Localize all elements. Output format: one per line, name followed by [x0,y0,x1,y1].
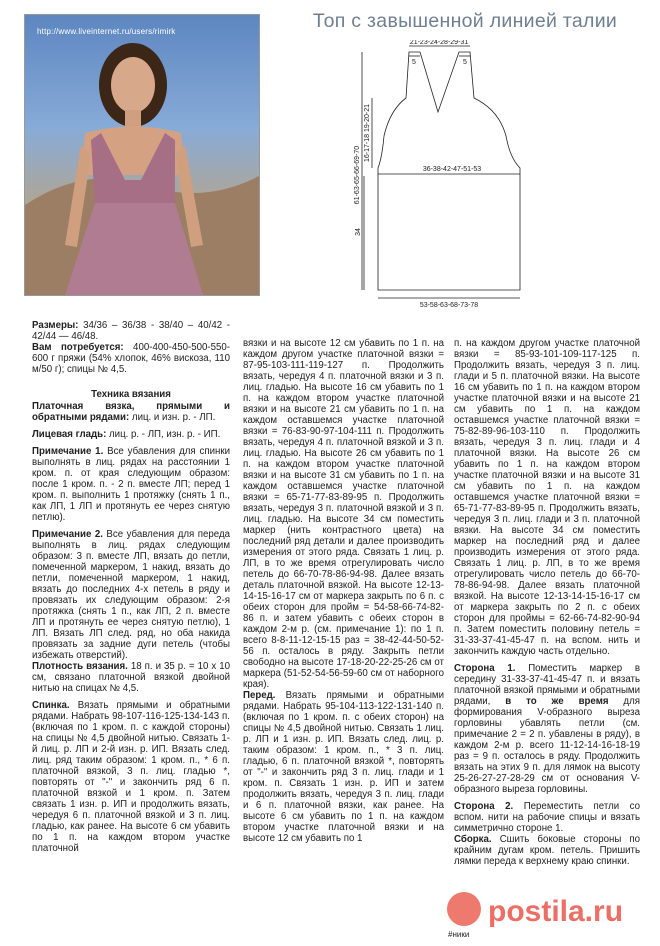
strap-left-label: 5 [412,59,416,66]
watermark-small: #ники [448,930,470,939]
top-width-label: 21-23-24-28-29-31 [409,40,469,46]
lower-height-label: 34 [355,228,362,236]
model-photo [24,14,260,296]
assembly-paragraph: Сборка. Сшить боковые стороны по крайним дугам кром. петель. Пришить лямки переда к верхнему краю спинки. [454,834,640,867]
back-paragraph: Спинка. Вязать прямыми и обратными рядами. Набрать 98-107-116-125-134-143 п. (включая по 1 кром. п. с каждой стороны) на спицы № 4,5 двойной нитью. Связать 1-й лиц. р. ЛП и 2-й изн. р. ИП. Вязать след. лиц. ряд таким образом: 1 кром. п., * 6 п. платочной вязкой, 3 п. лиц. гладью *, повторять от "-" и закончить ряд 6 п. платочной вязкой и 1 кром. п. Затем связать 1 изн. р. ИП и продолжить вязать, чередуя 6 п. платочной вязкой и 3 п. лиц. гладью, как ранее. На высоте 6 см убавить по 1 п. на каждом втором участке платочной [32,700,230,854]
model-illustration [25,15,260,296]
text-column-3 [454,338,640,867]
total-height-label: 61-63-65-66-69-70 [354,145,361,205]
text-column-2 [243,338,444,844]
sizes-paragraph: Размеры: 34/36 – 36/38 - 38/40 – 40/42 - 42/44 — 46/48. [32,320,230,342]
postila-watermark [442,883,656,941]
gauge-paragraph: Плотность вязания. 18 п. и 35 р. = 10 х 10 см, связано платочной вязкой двойной нитью на спицах № 4,5. [32,661,230,694]
note-1-paragraph: Примечание 1. Все убавления для спинки выполнять в лиц. рядах на расстоянии 1 кром. п. от края следующим образом: после 1 кром. п. - 2 п. вместе ЛП; перед 1 кром. п. выполнить 1 протяжку (снять 1 п., как ЛП, 1 ЛП и протянуть ее через снятую петлю). [32,446,230,523]
armhole-label: 16-17-18 19-20-21 [364,104,371,162]
note-2-paragraph: Примечание 2. Все убавления для переда выполнять в лиц. рядах следующим образом: 3 п. вместе ЛП, вязать до петли, помеченной маркером, 1 накид, вязать до петли, помеченной маркером, 1 накид, вязать до последних 4-х петель в ряду и провязать их следующим образом: 2-я протяжка (снять 1 п., как ЛП, 2 п. вместе ЛП и протянуть ее через снятую петлю), 1 ЛП. Вязать ЛП след. ряд, но оба накида провязать за задние дуги петель (чтобы избежать отверстий). [32,529,230,661]
garter-stitch-paragraph: Платочная вязка, прямыми и обратными рядами: лиц. и изн. р. - ЛП. [32,401,230,423]
side-2-paragraph: Сторона 2. Переместить петли со вспом. нити на рабочие спицы и вязать симметрично стороне 1. [454,801,640,834]
bust-label: 36-38-42-47-51-53 [422,166,482,173]
pattern-diagram [334,40,654,310]
page-title: Топ с завышенной линией талии [312,10,618,32]
source-url[interactable]: http://www.liveinternet.ru/users/rimirk [37,27,176,36]
back-continued-paragraph: вязки и на высоте 12 см убавить по 1 п. на каждом другом участке платочной вязки = 87-95-103-111-119-127 п. Продолжить вязать, чередуя 4 п. платочной вязки и 3 п. лиц. гладью. На высоте 16 см убавить по 1 п. на каждом втором участке платочной вязки и на высоте 21 см убавить по 1 п. на каждом оставшемся участке платочной вязки = 76-83-90-97-104-111 п. Продолжить вязать, чередуя 4 п. платочной вязкой и 3 п. лиц. гладью. На высоте 26 см убавить по 1 п. на каждом втором участке платочной вязки и на высоте 31 см убавить по 1 п. на каждом оставшемся участке платочной вязки = 65-71-77-83-89-95 п. Продолжить вязать, чередуя 3 п. платочной вязкой и 3 п. лиц. гладью. На высоте 34 см поместить маркер (нить контрастного цвета) на последний ряд детали и далее производить измерения от этого ряда. Связать 1 лиц. р. ЛП, в то же время отрегулировать число петель до 66-70-78-86-94-98. Далее вязать деталь платочной вязкой. На высоте 12-13-14-15-16-17 см от маркера закрыть по 6 п. с обеих сторон для пройм = 54-58-66-74-82-86 п. и затем убавить с обеих сторон в каждом 2-м р. (см. примечание 1): по 1 п. всего 8-8-11-12-15-15 раз = 38-42-44-50-52-56 п. осталось в ряду. Закрыть петли свободно на высоте 17-18-20-22-25-26 см от маркера (51-52-54-56-59-60 см от наборного края). [243,338,444,690]
text-column-1 [32,320,230,854]
side-1-paragraph: Сторона 1. Поместить маркер в середину 31-33-37-41-45-47 п. и вязать платочной вязкой прямыми и обратными рядами, в то же время для формирования V-образного выреза горловины убавлять петли (см. примечание 2 = 2 п. убавлены в ряду), в каждом 2-м р. всего 11-12-14-16-18-19 раз = 9 п. осталось в ряду. Продолжить вязать на этих 9 п. для лямок на высоту 25-26-27-27-28-29 см от основания V-образного выреза горловины. [454,663,641,795]
stockinette-paragraph: Лицевая гладь: лиц. р. - ЛП, изн. р. - ИП. [32,429,221,440]
front-continued-paragraph: п. на каждом другом участке платочной вязки = 85-93-101-109-117-125 п. Продолжить вязать, чередуя 3 п. лиц. глади и 5 п. платочной вязки. На высоте 16 см убавить по 1 п. на каждом втором участке платочной вязки и на высоте 21 см убавить по 1 п. на каждом оставшемся участке платочной вязки = 75-82-89-96-103-110 п. Продолжить вязать, чередуя 3 п. лиц. глади и 4 платочной вязки. На высоте 26 см убавить по 1 п. на каждом втором участке платочной вязки и на высоте 31 см убавить по 1 п. на каждом оставшемся участке платочной вязки = 65-71-77-83-89-95 п. Продолжить вязать, чередуя 3 п. лиц. глади и 3 п. платочной вязки. На высоте 34 см поместить маркер на последний ряд и далее производить измерения от этого ряда. Связать 1 лиц. р. ЛП, в то же время отрегулировать число петель до 66-70-78-86-94-98. Далее вязать платочной вязкой. На высоте 12-13-14-15-16-17 см от маркера закрыть по 2 п. с обеих сторон для проймы = 62-66-74-82-90-94 п. Затем поместить половину петель = 31-33-37-41-45-47 п. на вспом. нить и закончить каждую часть отдельно. [454,338,640,657]
strap-right-label: 5 [463,59,467,66]
technique-heading: Техника вязания [91,389,171,400]
postila-logo-icon [447,892,481,926]
hem-label: 53-58-63-68-73-78 [419,302,479,309]
watermark-brand: postila.ru [488,895,624,928]
materials-paragraph: Вам потребуется: 400-400-450-500-550-600 г пряжи (54% хлопок, 46% вискоза, 110 м/50 г); спицы № 4,5. [32,342,230,375]
front-paragraph: Перед. Вязать прямыми и обратными рядами. Набрать 95-104-113-122-131-140 п. (включая по 1 кром. п. с обеих сторон) на спицы № 4,5 двойной нитью. Связать 1 лиц. р. ЛП и 1 изн. р. ИП. Вязать след. лиц. р. таким образом: 1 кром. п., * 3 п. лиц. гладью, 6 п. платочной вязкой *, повторять от "-" и закончить ряд 3 п. лиц. глади и 1 кром. п. Связать 1 изн. р. ИП и затем продолжить вязать, чередуя 3 п. лиц. глади и 6 п. платочной вязки, как ранее. На высоте 6 см убавить по 1 п. на каждом втором участке платочной вязки и на высоте 12 см убавить по 1 [243,690,444,844]
